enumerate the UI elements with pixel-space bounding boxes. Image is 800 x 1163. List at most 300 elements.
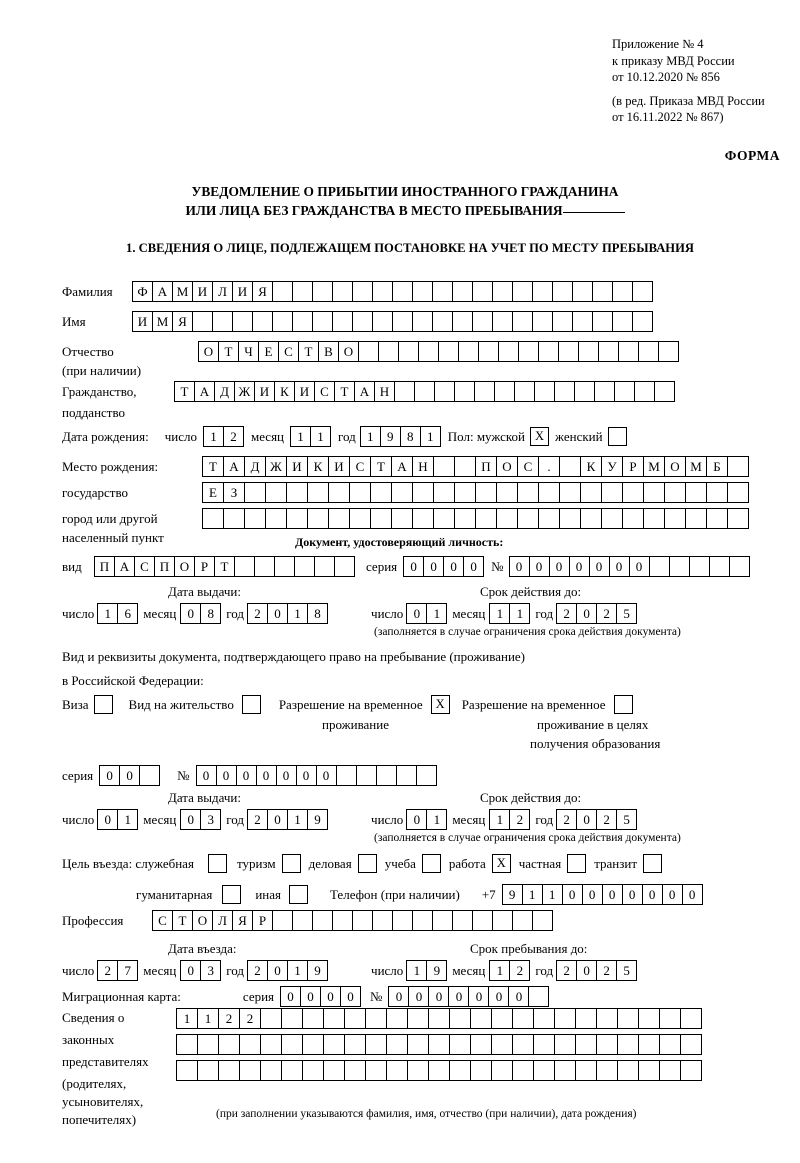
form-cell[interactable] (302, 1034, 324, 1055)
form-cell[interactable] (386, 1008, 408, 1029)
form-cell[interactable] (365, 1008, 387, 1029)
form-cell[interactable]: 0 (488, 986, 509, 1007)
form-cell[interactable]: 0 (622, 884, 643, 905)
form-cell[interactable]: 0 (196, 765, 217, 786)
form-cell[interactable] (492, 311, 513, 332)
representatives-input-2[interactable] (176, 1034, 701, 1055)
identity-issue-day-input[interactable] (97, 603, 137, 624)
form-cell[interactable]: О (174, 556, 195, 577)
form-cell[interactable] (412, 311, 433, 332)
form-cell[interactable]: К (580, 456, 602, 477)
form-cell[interactable] (654, 381, 675, 402)
birthplace-input-3[interactable] (202, 508, 748, 529)
form-cell[interactable]: А (114, 556, 135, 577)
form-cell[interactable] (727, 482, 749, 503)
form-cell[interactable] (292, 281, 313, 302)
form-cell[interactable] (323, 1060, 345, 1081)
form-cell[interactable]: 0 (529, 556, 550, 577)
purpose-item-checkbox-0[interactable] (282, 854, 301, 873)
form-cell[interactable] (432, 910, 453, 931)
form-cell[interactable]: Е (202, 482, 224, 503)
form-cell[interactable] (572, 311, 593, 332)
form-cell[interactable]: 0 (406, 603, 427, 624)
form-cell[interactable]: 0 (256, 765, 277, 786)
form-cell[interactable] (449, 1060, 471, 1081)
form-cell[interactable] (386, 1060, 408, 1081)
form-cell[interactable] (638, 1034, 660, 1055)
form-cell[interactable]: Н (412, 456, 434, 477)
form-cell[interactable] (552, 311, 573, 332)
form-cell[interactable]: 1 (489, 960, 510, 981)
form-cell[interactable] (512, 910, 533, 931)
form-cell[interactable] (575, 1034, 597, 1055)
permit-valid-day-input[interactable] (406, 809, 446, 830)
form-cell[interactable] (594, 381, 615, 402)
form-cell[interactable] (352, 311, 373, 332)
form-cell[interactable]: А (194, 381, 215, 402)
identity-series-input[interactable] (403, 556, 483, 577)
form-cell[interactable]: О (198, 341, 219, 362)
form-cell[interactable] (538, 482, 560, 503)
stay-month-input[interactable] (489, 960, 529, 981)
form-cell[interactable] (392, 311, 413, 332)
form-cell[interactable] (614, 381, 635, 402)
form-cell[interactable]: Ч (238, 341, 259, 362)
form-cell[interactable] (433, 482, 455, 503)
form-cell[interactable] (474, 381, 495, 402)
identity-number-input[interactable] (509, 556, 749, 577)
form-cell[interactable] (470, 1034, 492, 1055)
form-cell[interactable] (232, 311, 253, 332)
stay-day-input[interactable] (406, 960, 446, 981)
form-cell[interactable] (592, 281, 613, 302)
form-cell[interactable]: 2 (596, 809, 617, 830)
form-cell[interactable] (632, 311, 653, 332)
permit-number-input[interactable] (196, 765, 436, 786)
form-cell[interactable]: 0 (180, 809, 201, 830)
form-cell[interactable]: 2 (596, 603, 617, 624)
form-cell[interactable]: 0 (180, 603, 201, 624)
form-cell[interactable] (323, 1034, 345, 1055)
form-cell[interactable]: 1 (489, 809, 510, 830)
form-cell[interactable]: 1 (97, 603, 118, 624)
form-cell[interactable] (336, 765, 357, 786)
form-cell[interactable]: 9 (307, 809, 328, 830)
form-cell[interactable]: 0 (267, 960, 288, 981)
form-cell[interactable] (372, 281, 393, 302)
form-cell[interactable] (312, 281, 333, 302)
form-cell[interactable]: И (232, 281, 253, 302)
form-cell[interactable]: 0 (180, 960, 201, 981)
birth-month-input[interactable] (290, 426, 330, 447)
form-cell[interactable]: 5 (616, 809, 637, 830)
form-cell[interactable]: 1 (176, 1008, 198, 1029)
form-cell[interactable] (517, 508, 539, 529)
form-cell[interactable] (669, 556, 690, 577)
name-input[interactable] (132, 311, 652, 332)
form-cell[interactable]: Е (258, 341, 279, 362)
migration-series-input[interactable] (280, 986, 360, 1007)
form-cell[interactable]: М (152, 311, 173, 332)
form-cell[interactable] (307, 482, 329, 503)
form-cell[interactable]: И (294, 381, 315, 402)
form-cell[interactable]: Ж (234, 381, 255, 402)
form-cell[interactable] (370, 508, 392, 529)
form-cell[interactable]: 1 (509, 603, 530, 624)
form-cell[interactable]: Я (172, 311, 193, 332)
form-cell[interactable] (176, 1060, 198, 1081)
form-cell[interactable] (433, 508, 455, 529)
form-cell[interactable] (197, 1060, 219, 1081)
form-cell[interactable]: 1 (420, 426, 441, 447)
form-cell[interactable] (454, 482, 476, 503)
form-cell[interactable] (729, 556, 750, 577)
form-cell[interactable] (512, 311, 533, 332)
form-cell[interactable]: Т (218, 341, 239, 362)
form-cell[interactable]: 3 (200, 960, 221, 981)
form-cell[interactable] (392, 281, 413, 302)
profession-input[interactable] (152, 910, 552, 931)
form-cell[interactable] (601, 482, 623, 503)
form-cell[interactable] (709, 556, 730, 577)
form-cell[interactable] (706, 508, 728, 529)
form-cell[interactable] (398, 341, 419, 362)
form-cell[interactable]: 2 (218, 1008, 240, 1029)
form-cell[interactable]: 0 (549, 556, 570, 577)
form-cell[interactable] (659, 1008, 681, 1029)
entry-year-input[interactable] (247, 960, 327, 981)
form-cell[interactable]: Д (214, 381, 235, 402)
form-cell[interactable]: 1 (310, 426, 331, 447)
form-cell[interactable] (244, 482, 266, 503)
form-cell[interactable] (412, 482, 434, 503)
form-cell[interactable] (534, 381, 555, 402)
form-cell[interactable] (292, 311, 313, 332)
form-cell[interactable]: Я (232, 910, 253, 931)
form-cell[interactable] (449, 1034, 471, 1055)
form-cell[interactable]: С (152, 910, 173, 931)
form-cell[interactable] (452, 910, 473, 931)
form-cell[interactable] (491, 1008, 513, 1029)
purpose-item-checkbox-4[interactable] (567, 854, 586, 873)
birthplace-input-1[interactable] (202, 456, 748, 477)
identity-issue-month-input[interactable] (180, 603, 220, 624)
form-cell[interactable] (239, 1034, 261, 1055)
form-cell[interactable] (332, 281, 353, 302)
form-cell[interactable]: 0 (97, 809, 118, 830)
form-cell[interactable] (512, 1060, 534, 1081)
form-cell[interactable] (492, 281, 513, 302)
purpose-service-checkbox[interactable] (208, 854, 227, 873)
form-cell[interactable]: М (685, 456, 707, 477)
form-cell[interactable] (352, 910, 373, 931)
form-cell[interactable] (286, 482, 308, 503)
form-cell[interactable] (286, 508, 308, 529)
form-cell[interactable] (412, 281, 433, 302)
migration-number-input[interactable] (388, 986, 548, 1007)
form-cell[interactable]: 6 (117, 603, 138, 624)
form-cell[interactable] (294, 556, 315, 577)
form-cell[interactable] (281, 1060, 303, 1081)
form-cell[interactable]: 1 (287, 960, 308, 981)
form-cell[interactable] (349, 508, 371, 529)
form-cell[interactable]: О (338, 341, 359, 362)
form-cell[interactable]: П (475, 456, 497, 477)
form-cell[interactable] (680, 1034, 702, 1055)
form-cell[interactable] (433, 456, 455, 477)
form-cell[interactable]: Т (174, 381, 195, 402)
form-cell[interactable]: 0 (403, 556, 424, 577)
form-cell[interactable]: Т (214, 556, 235, 577)
form-cell[interactable] (218, 1060, 240, 1081)
form-cell[interactable]: 0 (316, 765, 337, 786)
form-cell[interactable]: Р (194, 556, 215, 577)
form-cell[interactable] (312, 311, 333, 332)
form-cell[interactable]: Р (252, 910, 273, 931)
form-cell[interactable]: У (601, 456, 623, 477)
form-cell[interactable] (452, 311, 473, 332)
form-cell[interactable]: 5 (616, 960, 637, 981)
form-cell[interactable]: О (664, 456, 686, 477)
form-cell[interactable] (601, 508, 623, 529)
form-cell[interactable] (659, 1060, 681, 1081)
form-cell[interactable] (432, 311, 453, 332)
form-cell[interactable] (727, 508, 749, 529)
permit-temp-checkbox[interactable]: Х (431, 695, 450, 714)
form-cell[interactable]: 0 (423, 556, 444, 577)
form-cell[interactable] (532, 910, 553, 931)
birth-day-input[interactable] (203, 426, 243, 447)
form-cell[interactable] (559, 508, 581, 529)
form-cell[interactable]: 2 (509, 960, 530, 981)
form-cell[interactable] (532, 311, 553, 332)
form-cell[interactable] (265, 482, 287, 503)
form-cell[interactable] (512, 1034, 534, 1055)
form-cell[interactable]: С (134, 556, 155, 577)
form-cell[interactable]: 2 (239, 1008, 261, 1029)
form-cell[interactable]: О (192, 910, 213, 931)
form-cell[interactable] (472, 910, 493, 931)
form-cell[interactable] (272, 281, 293, 302)
form-cell[interactable] (302, 1008, 324, 1029)
form-cell[interactable] (332, 910, 353, 931)
form-cell[interactable] (328, 482, 350, 503)
form-cell[interactable]: 1 (117, 809, 138, 830)
form-cell[interactable]: 0 (576, 603, 597, 624)
form-cell[interactable] (176, 1034, 198, 1055)
form-cell[interactable] (260, 1060, 282, 1081)
form-cell[interactable]: 0 (448, 986, 469, 1007)
form-cell[interactable]: С (517, 456, 539, 477)
identity-issue-year-input[interactable] (247, 603, 327, 624)
form-cell[interactable]: И (192, 281, 213, 302)
form-cell[interactable]: А (354, 381, 375, 402)
form-cell[interactable] (634, 381, 655, 402)
form-cell[interactable] (512, 1008, 534, 1029)
form-cell[interactable] (454, 456, 476, 477)
form-cell[interactable]: 0 (642, 884, 663, 905)
permit-series-input[interactable] (99, 765, 159, 786)
form-cell[interactable] (552, 281, 573, 302)
form-cell[interactable] (612, 311, 633, 332)
sex-male-checkbox[interactable]: Х (530, 427, 549, 446)
form-cell[interactable] (281, 1034, 303, 1055)
form-cell[interactable] (392, 910, 413, 931)
form-cell[interactable]: Т (370, 456, 392, 477)
form-cell[interactable] (470, 1060, 492, 1081)
form-cell[interactable] (632, 281, 653, 302)
form-cell[interactable] (596, 1034, 618, 1055)
form-cell[interactable] (438, 341, 459, 362)
form-cell[interactable] (449, 1008, 471, 1029)
form-cell[interactable] (496, 508, 518, 529)
form-cell[interactable] (332, 311, 353, 332)
form-cell[interactable] (416, 765, 437, 786)
form-cell[interactable] (407, 1060, 429, 1081)
form-cell[interactable]: 0 (300, 986, 321, 1007)
form-cell[interactable] (344, 1034, 366, 1055)
form-cell[interactable]: 3 (200, 809, 221, 830)
form-cell[interactable]: 0 (119, 765, 140, 786)
form-cell[interactable]: 0 (280, 986, 301, 1007)
identity-valid-day-input[interactable] (406, 603, 446, 624)
form-cell[interactable]: С (314, 381, 335, 402)
form-cell[interactable] (328, 508, 350, 529)
form-cell[interactable] (554, 1034, 576, 1055)
form-cell[interactable] (344, 1060, 366, 1081)
form-cell[interactable]: 1 (542, 884, 563, 905)
form-cell[interactable] (658, 341, 679, 362)
form-cell[interactable]: 0 (682, 884, 703, 905)
form-cell[interactable]: 0 (609, 556, 630, 577)
form-cell[interactable] (407, 1008, 429, 1029)
form-cell[interactable]: 0 (468, 986, 489, 1007)
form-cell[interactable] (680, 1008, 702, 1029)
form-cell[interactable]: 1 (203, 426, 224, 447)
form-cell[interactable] (532, 281, 553, 302)
form-cell[interactable]: 0 (602, 884, 623, 905)
form-cell[interactable] (596, 1060, 618, 1081)
form-cell[interactable]: 1 (197, 1008, 219, 1029)
form-cell[interactable] (412, 508, 434, 529)
form-cell[interactable] (617, 1034, 639, 1055)
form-cell[interactable]: И (132, 311, 153, 332)
form-cell[interactable] (428, 1008, 450, 1029)
form-cell[interactable]: 1 (426, 809, 447, 830)
form-cell[interactable] (554, 381, 575, 402)
form-cell[interactable] (212, 311, 233, 332)
form-cell[interactable] (307, 508, 329, 529)
form-cell[interactable]: 7 (117, 960, 138, 981)
form-cell[interactable] (574, 381, 595, 402)
form-cell[interactable] (432, 281, 453, 302)
phone-input[interactable] (502, 884, 702, 905)
form-cell[interactable]: 0 (562, 884, 583, 905)
form-cell[interactable] (223, 508, 245, 529)
form-cell[interactable]: 1 (287, 809, 308, 830)
form-cell[interactable] (685, 508, 707, 529)
permit-valid-month-input[interactable] (489, 809, 529, 830)
form-cell[interactable]: С (278, 341, 299, 362)
form-cell[interactable] (494, 381, 515, 402)
form-cell[interactable]: 1 (489, 603, 510, 624)
form-cell[interactable]: 2 (247, 960, 268, 981)
form-cell[interactable]: Н (374, 381, 395, 402)
form-cell[interactable] (265, 508, 287, 529)
form-cell[interactable] (496, 482, 518, 503)
form-cell[interactable]: 9 (380, 426, 401, 447)
form-cell[interactable]: 2 (596, 960, 617, 981)
form-cell[interactable]: 2 (509, 809, 530, 830)
form-cell[interactable] (370, 482, 392, 503)
form-cell[interactable] (572, 281, 593, 302)
form-cell[interactable]: Л (212, 910, 233, 931)
form-cell[interactable]: П (154, 556, 175, 577)
permit-issue-year-input[interactable] (247, 809, 327, 830)
representatives-input-3[interactable] (176, 1060, 701, 1081)
form-cell[interactable] (649, 556, 670, 577)
permit-issue-day-input[interactable] (97, 809, 137, 830)
form-cell[interactable] (458, 341, 479, 362)
form-cell[interactable]: Т (334, 381, 355, 402)
form-cell[interactable]: 0 (296, 765, 317, 786)
form-cell[interactable] (334, 556, 355, 577)
permit-visa-checkbox[interactable] (94, 695, 113, 714)
form-cell[interactable]: 2 (97, 960, 118, 981)
form-cell[interactable]: З (223, 482, 245, 503)
form-cell[interactable]: 0 (589, 556, 610, 577)
form-cell[interactable] (202, 508, 224, 529)
form-cell[interactable]: 0 (582, 884, 603, 905)
form-cell[interactable]: 0 (509, 556, 530, 577)
form-cell[interactable]: 0 (388, 986, 409, 1007)
identity-valid-year-input[interactable] (556, 603, 636, 624)
form-cell[interactable] (192, 311, 213, 332)
form-cell[interactable] (659, 1034, 681, 1055)
form-cell[interactable] (491, 1034, 513, 1055)
form-cell[interactable] (292, 910, 313, 931)
form-cell[interactable]: 2 (247, 603, 268, 624)
form-cell[interactable]: 2 (247, 809, 268, 830)
form-cell[interactable]: 2 (556, 603, 577, 624)
form-cell[interactable] (598, 341, 619, 362)
form-cell[interactable] (680, 1060, 702, 1081)
form-cell[interactable] (533, 1034, 555, 1055)
form-cell[interactable] (323, 1008, 345, 1029)
form-cell[interactable]: 9 (426, 960, 447, 981)
form-cell[interactable] (352, 281, 373, 302)
birthplace-input-2[interactable] (202, 482, 748, 503)
sex-female-checkbox[interactable] (608, 427, 627, 446)
form-cell[interactable]: К (274, 381, 295, 402)
form-cell[interactable] (475, 482, 497, 503)
form-cell[interactable] (356, 765, 377, 786)
form-cell[interactable] (197, 1034, 219, 1055)
form-cell[interactable]: М (172, 281, 193, 302)
form-cell[interactable] (514, 381, 535, 402)
form-cell[interactable]: 0 (267, 603, 288, 624)
form-cell[interactable] (689, 556, 710, 577)
form-cell[interactable] (365, 1034, 387, 1055)
form-cell[interactable]: 0 (267, 809, 288, 830)
form-cell[interactable]: 8 (200, 603, 221, 624)
form-cell[interactable] (578, 341, 599, 362)
form-cell[interactable] (412, 910, 433, 931)
form-cell[interactable] (281, 1008, 303, 1029)
form-cell[interactable]: 1 (287, 603, 308, 624)
form-cell[interactable] (575, 1008, 597, 1029)
purpose-humanitarian-checkbox[interactable] (222, 885, 241, 904)
